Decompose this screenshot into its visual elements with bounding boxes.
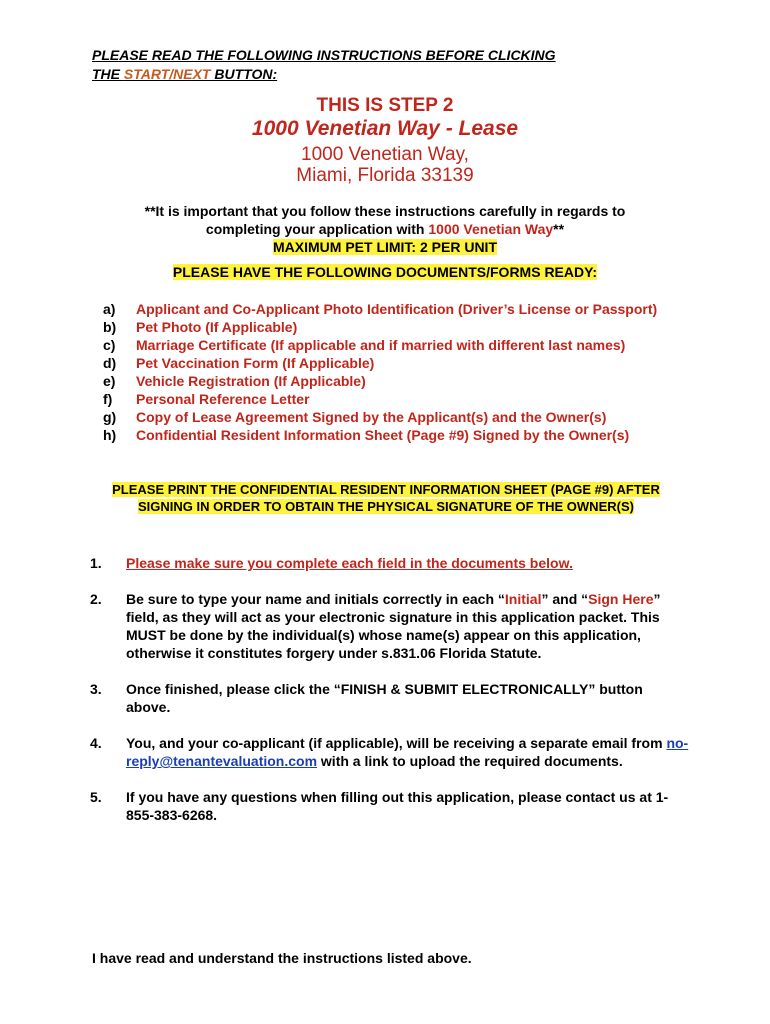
list-marker: a) bbox=[103, 301, 116, 317]
step-item-4 bbox=[90, 734, 690, 770]
list-marker: f) bbox=[103, 391, 113, 407]
step-item-5 bbox=[90, 788, 690, 824]
property-name: 1000 Venetian Way bbox=[428, 221, 554, 237]
step-text-part: Be sure to type your name and initials correctly in each “ bbox=[126, 591, 505, 607]
print-instruction bbox=[92, 481, 680, 515]
start-next-label: START/NEXT bbox=[123, 66, 211, 82]
note-line-2-prefix: completing your application with bbox=[205, 221, 429, 237]
document-title: 1000 Venetian Way - Lease bbox=[251, 117, 519, 140]
step-text: Once finished, please click the “FINISH & SUBMIT ELECTRONICALLY” button above. bbox=[126, 681, 643, 715]
list-item bbox=[92, 354, 692, 372]
important-note bbox=[0, 202, 770, 256]
list-item bbox=[92, 300, 692, 318]
acknowledgement-text: I have read and understand the instructions listed above. bbox=[92, 950, 472, 966]
documents-heading: PLEASE HAVE THE FOLLOWING DOCUMENTS/FORMS READY: bbox=[172, 264, 598, 280]
list-item-text: Copy of Lease Agreement Signed by the Applicant(s) and the Owner(s) bbox=[136, 409, 607, 425]
step-number: 3. bbox=[90, 681, 102, 697]
intro-line-2-suffix: BUTTON: bbox=[210, 66, 278, 82]
step-item-1 bbox=[90, 554, 690, 572]
list-item bbox=[92, 408, 692, 426]
list-item-text: Marriage Certificate (If applicable and if married with different last names) bbox=[136, 337, 626, 353]
documents-heading-row bbox=[0, 264, 770, 280]
step-number: 5. bbox=[90, 789, 102, 805]
list-marker: h) bbox=[103, 427, 117, 443]
list-item-text: Pet Photo (If Applicable) bbox=[136, 319, 298, 335]
step-item-2 bbox=[90, 590, 690, 662]
print-instruction-line-1: PLEASE PRINT THE CONFIDENTIAL RESIDENT INFORMATION SHEET (PAGE #9) AFTER bbox=[112, 482, 660, 497]
step-text-part: ” and “ bbox=[541, 591, 589, 607]
list-item-text: Applicant and Co-Applicant Photo Identification (Driver’s License or Passport) bbox=[136, 301, 658, 317]
steps-list bbox=[90, 554, 690, 842]
step-label: THIS IS STEP 2 bbox=[316, 95, 454, 116]
list-item-text: Personal Reference Letter bbox=[136, 391, 310, 407]
support-email-link[interactable]: no-reply@tenantevaluation.com bbox=[126, 735, 689, 769]
list-marker: g) bbox=[103, 409, 117, 425]
list-marker: d) bbox=[103, 355, 117, 371]
list-item-text: Confidential Resident Information Sheet (Page #9) Signed by the Owner(s) bbox=[136, 427, 630, 443]
step-text: If you have any questions when filling out this application, please contact us at 1-855-383-6268. bbox=[126, 789, 669, 823]
list-marker: e) bbox=[103, 373, 116, 389]
step-item-3 bbox=[90, 680, 690, 716]
list-item bbox=[92, 318, 692, 336]
list-marker: b) bbox=[103, 319, 117, 335]
sign-here-keyword: Sign Here bbox=[588, 591, 654, 607]
step-number: 2. bbox=[90, 591, 102, 607]
list-marker: c) bbox=[103, 337, 116, 353]
step-text-part: ” field, as they will act as your electronic signature in this application packet. This MUST be done by the individual(s) whose name(s) appear on this application, otherwise it constitutes forgery under s.831.06 Florida Statute. bbox=[126, 591, 661, 661]
print-instruction-line-2: SIGNING IN ORDER TO OBTAIN THE PHYSICAL SIGNATURE OF THE OWNER(S) bbox=[138, 499, 634, 514]
step-number: 1. bbox=[90, 555, 102, 571]
list-item bbox=[92, 390, 692, 408]
step-text-part: You, and your co-applicant (if applicable), will be receiving a separate email from bbox=[126, 735, 667, 751]
documents-list bbox=[92, 300, 692, 444]
intro-instructions bbox=[92, 46, 692, 84]
note-line-2 bbox=[0, 220, 770, 238]
note-line-2-suffix: ** bbox=[553, 221, 565, 237]
address-line-2: Miami, Florida 33139 bbox=[296, 165, 474, 186]
address-line-1: 1000 Venetian Way, bbox=[301, 144, 469, 165]
list-item bbox=[92, 336, 692, 354]
step-text-part: with a link to upload the required documents. bbox=[317, 753, 623, 769]
initial-keyword: Initial bbox=[504, 591, 542, 607]
step-number: 4. bbox=[90, 735, 102, 751]
note-line-1: **It is important that you follow these instructions carefully in regards to bbox=[144, 203, 626, 219]
list-item-text: Vehicle Registration (If Applicable) bbox=[136, 373, 366, 389]
list-item bbox=[92, 426, 692, 444]
list-item bbox=[92, 372, 692, 390]
list-item-text: Pet Vaccination Form (If Applicable) bbox=[136, 355, 375, 371]
pet-limit-notice: MAXIMUM PET LIMIT: 2 PER UNIT bbox=[273, 239, 497, 255]
step-text: Please make sure you complete each field in the documents below. bbox=[126, 555, 573, 571]
intro-line-2-prefix: THE bbox=[92, 66, 124, 82]
intro-line-1: PLEASE READ THE FOLLOWING INSTRUCTIONS BEFORE CLICKING bbox=[92, 47, 556, 63]
intro-line-2 bbox=[92, 65, 692, 84]
